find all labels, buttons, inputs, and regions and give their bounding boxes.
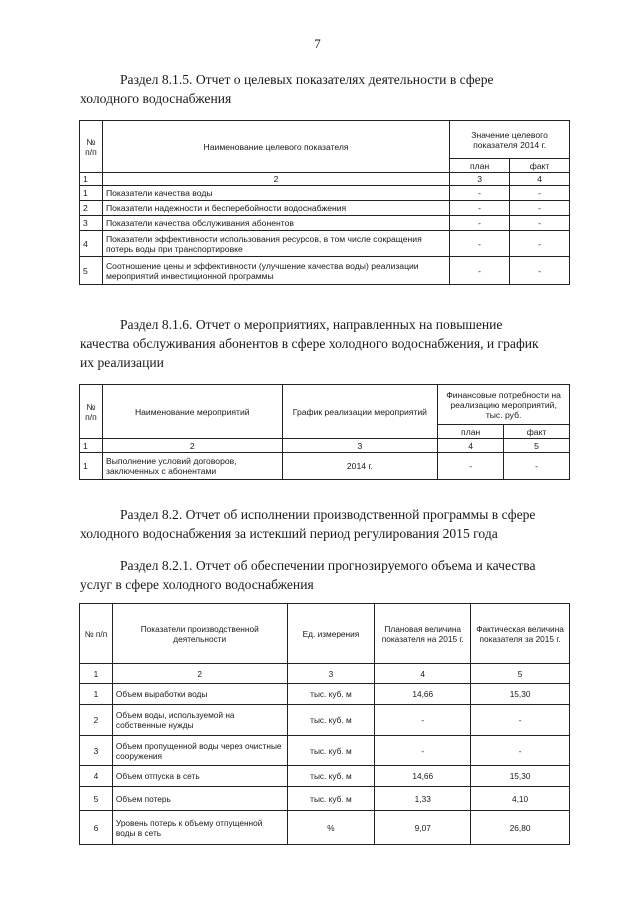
section-8-2-heading-line2: холодного водоснабжения за истекший период регулирования 2015 года bbox=[80, 526, 498, 541]
row-num: 2 bbox=[80, 201, 103, 216]
col-fact-header: факт bbox=[510, 159, 570, 173]
index-cell: 5 bbox=[471, 664, 570, 684]
row-fact: - bbox=[471, 705, 570, 736]
index-cell: 2 bbox=[102, 173, 449, 186]
index-cell: 4 bbox=[438, 439, 504, 453]
section-8-1-6-heading bbox=[80, 315, 568, 372]
table-row bbox=[80, 257, 570, 285]
row-name: Показатели надежности и бесперебойности водоснабжения bbox=[102, 201, 449, 216]
table-row bbox=[80, 736, 570, 766]
section-8-2-heading bbox=[80, 505, 568, 543]
table-row bbox=[80, 201, 570, 216]
row-unit: тыс. куб. м bbox=[287, 787, 375, 811]
index-cell: 4 bbox=[510, 173, 570, 186]
row-name: Показатели качества обслуживания абонентов bbox=[102, 216, 449, 231]
row-plan: - bbox=[450, 201, 510, 216]
index-row bbox=[80, 664, 570, 684]
production-table bbox=[79, 603, 570, 845]
row-fact: - bbox=[510, 231, 570, 257]
row-num: 2 bbox=[80, 705, 113, 736]
index-row bbox=[80, 439, 570, 453]
row-unit: тыс. куб. м bbox=[287, 684, 375, 705]
measures-table bbox=[79, 384, 570, 480]
col-plan-header: план bbox=[438, 425, 504, 439]
index-cell: 1 bbox=[80, 173, 103, 186]
table-row bbox=[80, 231, 570, 257]
table-row bbox=[80, 216, 570, 231]
row-num: 5 bbox=[80, 257, 103, 285]
row-fact: - bbox=[510, 201, 570, 216]
row-fact: 26,80 bbox=[471, 811, 570, 845]
section-8-2-1-heading-line2: услуг в сфере холодного водоснабжения bbox=[80, 577, 314, 592]
row-unit: % bbox=[287, 811, 375, 845]
row-name: Соотношение цены и эффективности (улучшение качества воды) реализации мероприятий инвестиционной программы bbox=[102, 257, 449, 285]
col-fact-header: Фактическая величина показателя за 2015 г. bbox=[471, 604, 570, 664]
row-num: 1 bbox=[80, 186, 103, 201]
col-schedule-header: График реализации мероприятий bbox=[282, 385, 438, 439]
col-plan-header: Плановая величина показателя на 2015 г. bbox=[375, 604, 471, 664]
row-name: Объем пропущенной воды через очистные сооружения bbox=[112, 736, 287, 766]
row-plan: - bbox=[438, 453, 504, 480]
row-name: Объем отпуска в сеть bbox=[112, 766, 287, 787]
row-plan: - bbox=[375, 736, 471, 766]
section-8-2-heading-line1: Раздел 8.2. Отчет об исполнении производственной программы в сфере bbox=[120, 507, 536, 522]
row-unit: тыс. куб. м bbox=[287, 705, 375, 736]
col-name-header: Наименование целевого показателя bbox=[102, 121, 449, 173]
section-8-2-1-heading-line1: Раздел 8.2.1. Отчет об обеспечении прогнозируемого объема и качества bbox=[120, 558, 536, 573]
index-cell: 1 bbox=[80, 664, 113, 684]
index-cell: 2 bbox=[112, 664, 287, 684]
index-row bbox=[80, 173, 570, 186]
col-finance-header: Финансовые потребности на реализацию мероприятий, тыс. руб. bbox=[438, 385, 570, 425]
section-8-2-1-heading bbox=[80, 556, 568, 594]
row-name: Показатели качества воды bbox=[102, 186, 449, 201]
col-value-header: Значение целевого показателя 2014 г. bbox=[450, 121, 570, 159]
index-cell: 3 bbox=[450, 173, 510, 186]
col-num-header: № п/п bbox=[80, 604, 113, 664]
row-num: 4 bbox=[80, 766, 113, 787]
table-row bbox=[80, 453, 570, 480]
targets-table bbox=[79, 120, 570, 285]
row-name: Выполнение условий договоров, заключенных с абонентами bbox=[102, 453, 282, 480]
col-num-header: № п/п bbox=[80, 385, 103, 439]
row-plan: 9,07 bbox=[375, 811, 471, 845]
index-cell: 3 bbox=[287, 664, 375, 684]
col-unit-header: Ед. измерения bbox=[287, 604, 375, 664]
row-num: 5 bbox=[80, 787, 113, 811]
col-plan-header: план bbox=[450, 159, 510, 173]
row-fact: 15,30 bbox=[471, 766, 570, 787]
row-plan: - bbox=[450, 216, 510, 231]
row-plan: 14,66 bbox=[375, 766, 471, 787]
index-cell: 2 bbox=[102, 439, 282, 453]
col-name-header: Наименование мероприятий bbox=[102, 385, 282, 439]
row-plan: - bbox=[450, 186, 510, 201]
row-name: Объем воды, используемой на собственные нужды bbox=[112, 705, 287, 736]
row-plan: 14,66 bbox=[375, 684, 471, 705]
row-unit: тыс. куб. м bbox=[287, 736, 375, 766]
row-name: Показатели эффективности использования ресурсов, в том числе сокращения потерь воды при транспортировке bbox=[102, 231, 449, 257]
row-plan: - bbox=[450, 257, 510, 285]
section-8-1-5-heading-line2: холодного водоснабжения bbox=[80, 91, 232, 106]
section-8-1-5-heading bbox=[80, 70, 568, 108]
row-plan: - bbox=[375, 705, 471, 736]
row-fact: - bbox=[510, 186, 570, 201]
row-fact: 4,10 bbox=[471, 787, 570, 811]
section-8-1-6-heading-line2: качества обслуживания абонентов в сфере холодного водоснабжения, и график bbox=[80, 336, 539, 351]
section-8-1-5-heading-line1: Раздел 8.1.5. Отчет о целевых показателях деятельности в сфере bbox=[120, 72, 494, 87]
index-cell: 3 bbox=[282, 439, 438, 453]
row-fact: - bbox=[471, 736, 570, 766]
row-num: 1 bbox=[80, 453, 103, 480]
row-num: 4 bbox=[80, 231, 103, 257]
table-row bbox=[80, 186, 570, 201]
table-row bbox=[80, 787, 570, 811]
row-plan: - bbox=[450, 231, 510, 257]
row-fact: - bbox=[510, 216, 570, 231]
section-8-1-6-heading-line1: Раздел 8.1.6. Отчет о мероприятиях, направленных на повышение bbox=[120, 317, 503, 332]
section-8-1-6-heading-line3: их реализации bbox=[80, 355, 164, 370]
row-fact: - bbox=[510, 257, 570, 285]
col-num-header: № п/п bbox=[80, 121, 103, 173]
table-row bbox=[80, 811, 570, 845]
row-name: Объем выработки воды bbox=[112, 684, 287, 705]
index-cell: 4 bbox=[375, 664, 471, 684]
table-row bbox=[80, 766, 570, 787]
row-fact: - bbox=[504, 453, 570, 480]
row-plan: 1,33 bbox=[375, 787, 471, 811]
col-fact-header: факт bbox=[504, 425, 570, 439]
row-num: 3 bbox=[80, 736, 113, 766]
table-row bbox=[80, 705, 570, 736]
table-row bbox=[80, 684, 570, 705]
row-name: Объем потерь bbox=[112, 787, 287, 811]
row-unit: тыс. куб. м bbox=[287, 766, 375, 787]
page-number: 7 bbox=[314, 36, 321, 51]
col-name-header: Показатели производственной деятельности bbox=[112, 604, 287, 664]
row-schedule: 2014 г. bbox=[282, 453, 438, 480]
row-num: 1 bbox=[80, 684, 113, 705]
row-name: Уровень потерь к объему отпущенной воды в сеть bbox=[112, 811, 287, 845]
row-fact: 15,30 bbox=[471, 684, 570, 705]
row-num: 6 bbox=[80, 811, 113, 845]
row-num: 3 bbox=[80, 216, 103, 231]
index-cell: 1 bbox=[80, 439, 103, 453]
index-cell: 5 bbox=[504, 439, 570, 453]
